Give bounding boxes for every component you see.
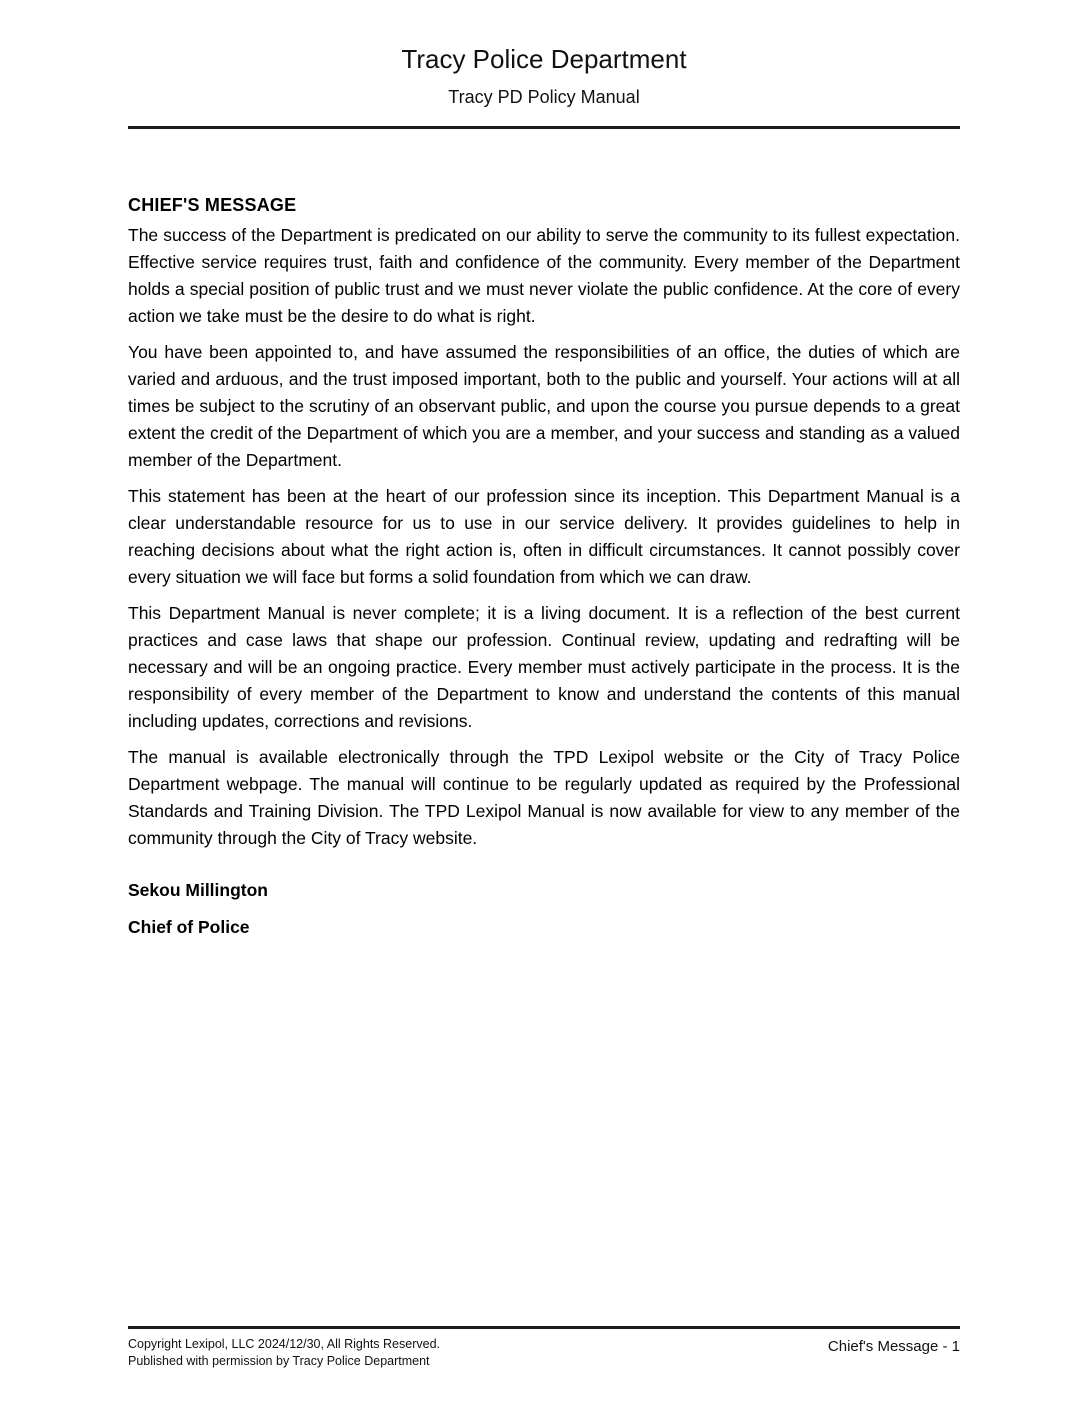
footer-page-label: Chief's Message - 1 [827,1338,960,1355]
document-header [0,0,1088,108]
footer-copyright-line1: Copyright Lexipol, LLC 2024/12/30, All Rights Reserved. [128,1337,440,1351]
section-heading: CHIEF'S MESSAGE [128,195,297,216]
header-divider [128,126,960,129]
signature-block [128,880,960,937]
body-paragraph: This statement has been at the heart of our profession since its inception. This Department Manual is a clear understandable resource for us to use in our service delivery. It provides guidelines to help in reaching decisions about what the right action is, often in difficult circumstances. It cannot possibly cover every situation we will face but forms a solid foundation from which we can draw. [128,486,960,588]
footer-copyright-line2: Published with permission by Tracy Police Department [128,1353,430,1368]
document-subtitle: Tracy PD Policy Manual [448,87,640,108]
document-footer [128,1326,960,1370]
body-paragraph: The success of the Department is predicated on our ability to serve the community to its fullest expectation. Effective service requires trust, faith and confidence of the community. Every member of the Department holds a special position of public trust and we must never violate the public confidence. At the core of every action we take must be the desire to do what is right. [128,225,960,327]
document-title: Tracy Police Department [401,44,687,74]
signature-title: Chief of Police [128,917,250,938]
body-paragraph: The manual is available electronically through the TPD Lexipol website or the City of Tracy Police Department webpage. The manual will continue to be regularly updated as required by the Professional Standards and Training Division. The TPD Lexipol Manual is now available for view to any member of the community through the City of Tracy website. [128,747,960,849]
document-body [128,195,960,937]
footer-copyright [128,1336,440,1370]
body-paragraph: You have been appointed to, and have assumed the responsibilities of an office, the duties of which are varied and arduous, and the trust imposed important, both to the public and yourself. Your actions will at all times be subject to the scrutiny of an observant public, and upon the course you pursue depends to a great extent the credit of the Department of which you are a member, and your success and standing as a valued member of the Department. [128,342,960,471]
signature-name: Sekou Millington [128,880,268,901]
body-paragraph: This Department Manual is never complete; it is a living document. It is a reflection of the best current practices and case laws that shape our profession. Continual review, updating and redrafting will be necessary and will be an ongoing practice. Every member must actively participate in the process. It is the responsibility of every member of the Department to know and understand the contents of this manual including updates, corrections and revisions. [128,603,960,732]
